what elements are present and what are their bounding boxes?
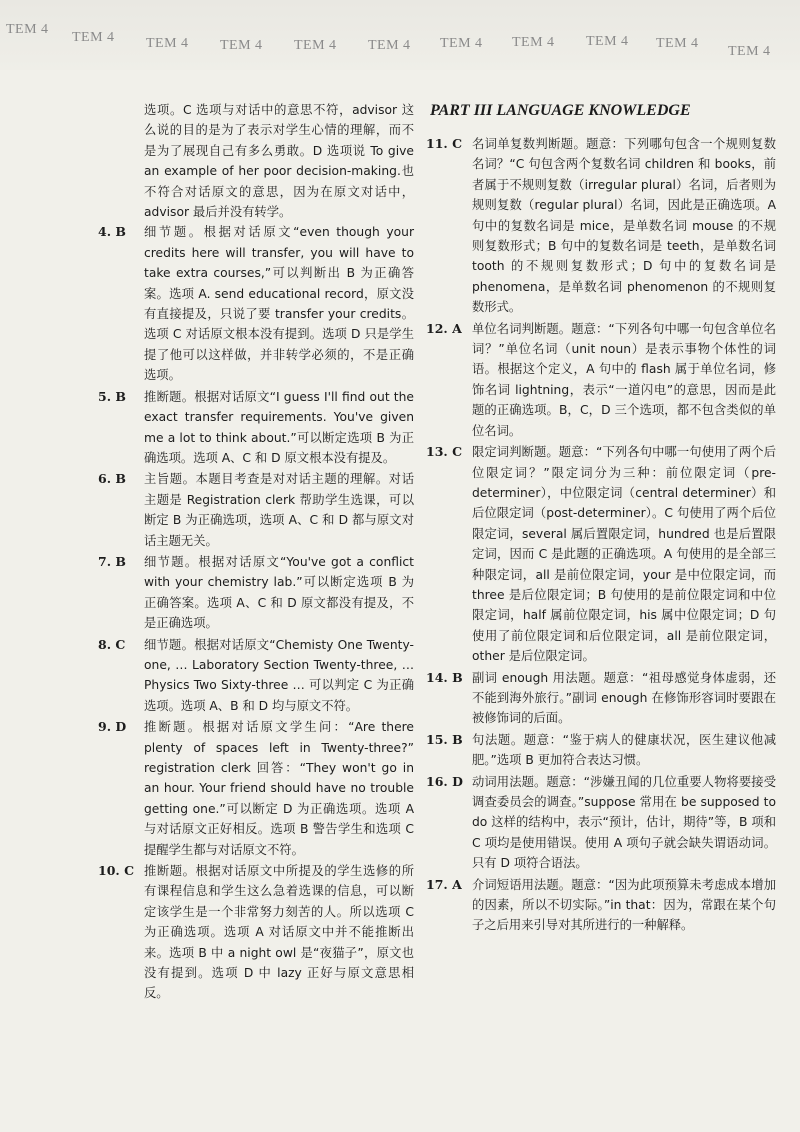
header-watermark: TEM 4	[440, 36, 483, 51]
answer-number: 16. D	[426, 773, 463, 789]
header-watermark: TEM 4	[72, 30, 115, 45]
answer-explanation: 推断题。根据对话原文学生问：“Are there plenty of spaces left in Twenty-three?” registration clerk 回答：“They won't go in an hour. Your friend should have no trouble getting one.”可以断定 D 为正确选项。选项 A 与对话原文正好相反。选项 B 警告学生和选项 C 提醒学生都与对话原文不符。	[144, 720, 414, 857]
answer-item	[96, 717, 414, 860]
answer-number: 14. B	[426, 669, 463, 685]
header-watermark: TEM 4	[294, 38, 337, 53]
header-watermark: TEM 4	[656, 36, 699, 51]
answer-item	[96, 387, 414, 469]
header-watermark: TEM 4	[728, 44, 771, 59]
item-9-continuation: 选项。C 选项与对话中的意思不符，advisor 这么说的目的是为了表示对学生心情的理解，而不是为了展现自己有多么勇敢。D 选项说 To give an example of her poor decision-making.也不符合对话原文的意思，因为在原文对话中，advisor 最后并没有转学。	[144, 103, 414, 220]
answer-item	[96, 552, 414, 634]
answer-number: 15. B	[426, 731, 463, 747]
answer-number: 12. A	[426, 320, 462, 336]
header-watermark: TEM 4	[220, 38, 263, 53]
answer-number: 13. C	[426, 444, 463, 460]
answer-number: 17. A	[426, 876, 462, 892]
answer-explanation: 单位名词判断题。题意：“下列各句中哪一句包含单位名词？”单位名词（unit noun）是表示事物个体性的词语。根据这个定义，A 句中的 flash 属于单位名词，修饰名词 lightning，表示“一道闪电”的意思，因而是此题的正确选项。B，C，D 三个选项，都不包含类似的单位名词。	[472, 321, 776, 438]
answer-explanation: 动词用法题。题意：“涉嫌丑闻的几位重要人物将要接受调查委员会的调查。”suppose 常用在 be supposed to do 这样的结构中，表示“预计，估计，期待”等，B 项和 C 项均是使用错误。使用 A 项句子就会缺失谓语动词。只有 D 项符合语法。	[472, 774, 776, 871]
answer-number: 4. B	[98, 224, 126, 240]
answer-item	[424, 772, 776, 874]
answer-item	[424, 442, 776, 666]
answer-explanation: 细节题。根据对话原文“You've got a conflict with your chemistry lab.”可以断定选项 B 为正确答案。选项 A、C 和 D 原文都没有提及，不是正确选项。	[144, 554, 414, 631]
answer-explanation: 名词单复数判断题。题意：下列哪句包含一个规则复数名词？“C 句包含两个复数名词 children 和 books，前者属于不规则复数（irregular plural）名词，后者则为规则复数（regular plural）名词，因此是正确选项。A 句中的复数名词是 mice，是单数名词 mouse 的不规则复数形式；B 句中的复数名词是 teeth，是单数名词 tooth 的不规则复数形式；D 句中的复数名词是 phenomena，是单数名词 phenomenon 的不规则复数形式。	[472, 137, 776, 315]
answer-explanation: 细节题。根据对话原文“Chemisty One Twenty-one, … Laboratory Section Twenty-three, … Physics Two Sixty-three … 可以判定 C 为正确选项。选项 A、B 和 D 均与原文不符。	[144, 637, 414, 713]
right-column	[424, 100, 776, 937]
header-watermark: TEM 4	[146, 36, 189, 51]
answer-number: 5. B	[98, 388, 126, 404]
answer-number: 7. B	[98, 553, 126, 569]
answer-item	[424, 730, 776, 771]
answer-item	[424, 134, 776, 318]
answer-number: 10. C	[98, 863, 135, 879]
answer-explanation: 句法题。题意：“鉴于病人的健康状况，医生建议他减肥。”选项 B 更加符合表达习惯。	[472, 732, 776, 768]
answer-explanation: 介词短语用法题。题意：“因为此项预算未考虑成本增加的因素，所以不切实际。”in that：因为，常跟在某个句子之后用来引导对其所进行的一种解释。	[472, 877, 776, 933]
page-header	[0, 0, 800, 70]
answer-item	[424, 319, 776, 441]
answer-item	[96, 861, 414, 1004]
answer-explanation: 推断题。根据对话原文中所提及的学生选修的所有课程信息和学生这么急着选课的信息，可以断定该学生是一个非常努力刻苦的人。所以选项 C 为正确选项。选项 A 对话原文中并不能推断出来。选项 B 中 a night owl 是“夜猫子”，原文也没有提到。选项 D 中 lazy 正好与原文意思相反。	[144, 864, 414, 1001]
answer-item	[96, 635, 414, 717]
answer-item	[424, 875, 776, 936]
answer-item	[96, 222, 414, 385]
answer-number: 8. C	[98, 636, 126, 652]
header-watermark: TEM 4	[6, 22, 49, 37]
header-watermark: TEM 4	[586, 34, 629, 49]
answer-explanation: 细节题。根据对话原文“even though your credits here will transfer, you will have to take extra courses,”可以判断出 B 为正确答案。选项 A. send educational record，原文没有直接提及，只说了要 transfer your credits。选项 C 对话原文根本没有提到。选项 D 只是学生提了他可以这样做，并非转学必须的，不是正确选项。	[144, 225, 414, 383]
answer-explanation: 主旨题。本题目考查是对对话主题的理解。对话主题是 Registration clerk 帮助学生选课，可以断定 B 为正确选项，选项 A、C 和 D 都与原文对话主题无关。	[144, 472, 414, 548]
header-watermark: TEM 4	[368, 38, 411, 53]
answer-explanation: 推断题。根据对话原文“I guess I'll find out the exact transfer requirements. You've given me a lot to think about.”可以断定选项 B 为正确选项。选项 A、C 和 D 原文根本没有提及。	[144, 389, 414, 465]
answer-number: 6. B	[98, 471, 126, 487]
answer-item	[424, 668, 776, 729]
answer-number: 9. D	[98, 719, 127, 735]
left-column	[96, 100, 414, 1005]
header-watermark: TEM 4	[512, 35, 555, 50]
answer-number: 11. C	[426, 136, 463, 151]
answer-item	[96, 469, 414, 551]
answer-explanation: 限定词判断题。题意：“下列各句中哪一句使用了两个后位限定词？”限定词分为三种：前位限定词（pre-determiner），中位限定词（central determiner）和后位限定词（post-determiner）。C 句使用了两个后位限定词，several 属后置限定词，hundred 也是后置限定词，因而 C 是此题的正确选项。A 句使用的是全部三种限定词，all 是前位限定词，your 是中位限定词，而 three 是后位限定词；B 句使用的是前位限定词和中位限定词，half 属前位限定词，his 属中位限定词；D 句使用了前位限定词和后位限定词，all 是前位限定词，other 是后位限定词。	[472, 445, 776, 664]
answer-explanation: 副词 enough 用法题。题意：“祖母感觉身体虚弱，还不能到海外旅行。”副词 enough 在修饰形容词时要跟在被修饰词的后面。	[472, 670, 776, 726]
section-title: PART III LANGUAGE KNOWLEDGE	[430, 102, 691, 119]
